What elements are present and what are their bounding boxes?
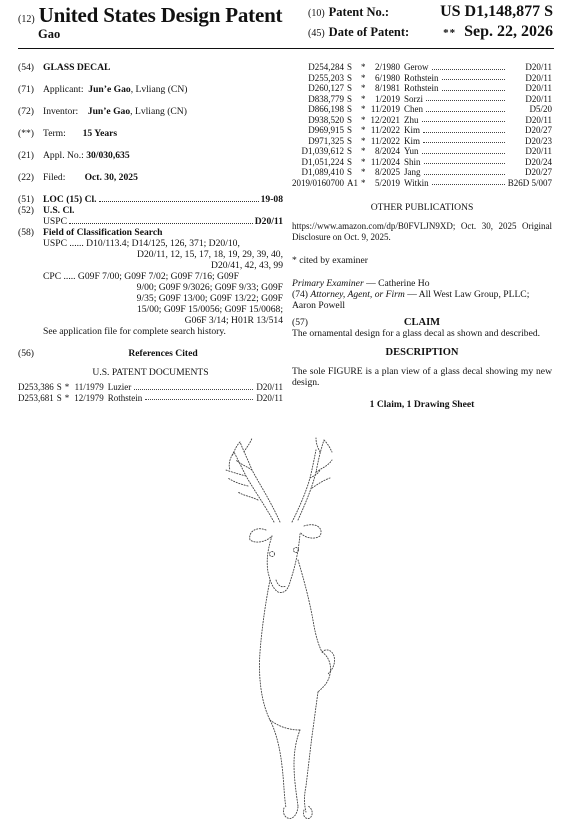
reference-name-text: Kim: [404, 135, 421, 146]
reference-kind: S: [347, 114, 353, 125]
reference-class: D20/11: [256, 392, 283, 403]
term-extension-stars: **: [443, 27, 457, 39]
reference-date: 11/1979: [74, 382, 104, 392]
reference-number: D1,039,612: [301, 146, 345, 156]
reference-number: D255,203: [308, 72, 345, 83]
reference-class: D20/11: [525, 83, 552, 93]
reference-kind: S: [56, 392, 62, 403]
design-title: GLASS DECAL: [43, 62, 111, 73]
reference-name: [404, 104, 508, 115]
leader-dots: [442, 73, 505, 81]
reference-name-text: Shin: [404, 156, 421, 167]
uspc-value: D20/11: [254, 216, 283, 227]
inid-code: (58): [18, 227, 34, 238]
claim-text: The ornamental design for a glass decal as shown and described.: [292, 328, 541, 339]
reference-cited-star: *: [361, 93, 366, 104]
reference-number: D971,325: [308, 135, 345, 146]
inid-code: (74): [292, 289, 308, 300]
reference-row: [292, 136, 552, 147]
search-uspc-line: D20/41, 42, 43, 99: [211, 260, 283, 271]
reference-name-text: Sorzi: [404, 93, 424, 104]
reference-cited-star: *: [361, 72, 366, 83]
inid-code: (51): [18, 194, 34, 205]
reference-kind: S: [347, 104, 353, 114]
reference-number: D253,386: [18, 382, 54, 392]
applicant-label: Applicant:: [43, 84, 84, 95]
reference-number: D254,284: [308, 62, 345, 72]
reference-number: 2019/0160700: [292, 177, 345, 188]
bibliographic-column: [18, 62, 283, 403]
claim-header: [292, 317, 552, 328]
reference-name-text: Chen: [404, 104, 424, 114]
reference-class: D20/11: [525, 72, 552, 83]
reference-cited-star: *: [361, 104, 366, 114]
reference-name: [404, 125, 508, 136]
reference-number: D938,520: [308, 114, 345, 125]
design-drawing-stag: [200, 430, 370, 822]
reference-date: 12/2021: [370, 114, 401, 125]
reference-cited-star: *: [361, 167, 366, 177]
stag-outline: [226, 438, 335, 819]
leader-dots: [145, 393, 253, 401]
inid-code: (52): [18, 205, 34, 216]
reference-kind: A1: [347, 177, 359, 188]
search-cpc-line: 9/00; G09F 9/3026; G09F 9/33; G09F: [136, 282, 283, 293]
reference-kind: S: [347, 93, 353, 104]
reference-date: 6/1980: [375, 72, 401, 83]
reference-class: B26D 5/007: [507, 177, 552, 188]
leader-dots: [432, 62, 505, 70]
filed-label: Filed:: [43, 172, 66, 183]
applicant-field: [18, 84, 283, 95]
reference-row: [292, 83, 552, 94]
reference-name: [404, 73, 508, 84]
reference-class: D20/24: [525, 156, 552, 167]
reference-cited-star: *: [361, 156, 366, 167]
claims-sheets-count: 1 Claim, 1 Drawing Sheet: [369, 399, 475, 410]
reference-date: 2/1980: [375, 62, 401, 72]
reference-kind: S: [347, 167, 353, 177]
loc-class-value: 19-08: [260, 194, 283, 205]
application-number: 30/030,635: [86, 150, 130, 161]
reference-name-text: Yun: [404, 146, 419, 156]
reference-cited-star: *: [361, 177, 366, 188]
reference-row: [292, 178, 552, 189]
filed-field: [18, 172, 283, 183]
search-history-note: See application file for complete search history.: [43, 326, 226, 337]
filed-date: Oct. 30, 2025: [84, 172, 138, 183]
inventor-field: [18, 106, 283, 117]
term-field: [18, 128, 283, 139]
reference-name: [404, 115, 508, 126]
reference-name: [404, 83, 508, 94]
leader-dots: [422, 115, 505, 123]
patent-number: US D1,148,877 S: [440, 3, 553, 20]
term-value: 15 Years: [82, 128, 118, 139]
reference-class: D20/11: [256, 382, 283, 392]
leader-dots: [432, 178, 505, 186]
reference-name-text: Kim: [404, 125, 421, 135]
claim-heading: CLAIM: [403, 317, 441, 328]
reference-row: [292, 104, 552, 115]
right-column: [292, 62, 552, 410]
reference-date: 8/1981: [375, 83, 401, 93]
reference-name: [404, 157, 508, 168]
field-of-search: [18, 227, 283, 337]
inid-code: (56): [18, 348, 34, 359]
reference-number: D1,051,224: [301, 156, 345, 167]
reference-class: D20/27: [525, 125, 552, 135]
reference-date: 11/2022: [370, 135, 401, 146]
patent-date-line: [308, 23, 553, 43]
leader-dots: [424, 167, 505, 175]
reference-row: [292, 146, 552, 157]
patent-number-line: [308, 3, 553, 23]
reference-row: [292, 73, 552, 84]
reference-row: [292, 167, 552, 178]
reference-date: 1/2019: [375, 93, 401, 104]
reference-name: [404, 178, 508, 189]
reference-row: [18, 393, 283, 404]
reference-name: [404, 94, 508, 105]
application-number-label: Appl. No.:: [43, 150, 84, 161]
inid-code: (**): [18, 128, 34, 139]
reference-class: D20/23: [525, 135, 552, 146]
reference-name-text: Luzier: [107, 382, 132, 392]
reference-kind: S: [347, 62, 353, 72]
search-uspc-line: USPC ...... D10/113.4; D14/125, 126, 371; D20/10,: [43, 238, 240, 249]
reference-date: 12/1979: [74, 392, 104, 403]
field-of-search-label: Field of Classification Search: [43, 227, 163, 238]
header-divider: [18, 48, 554, 49]
applicant-location: , Lvliang (CN): [130, 84, 188, 95]
reference-date: 8/2025: [375, 167, 401, 177]
search-cpc-line: CPC ..... G09F 7/00; G09F 7/02; G09F 7/16; G09F: [43, 271, 239, 282]
code-12: (12): [18, 14, 35, 25]
other-publications-heading: OTHER PUBLICATIONS: [370, 202, 474, 213]
us-patent-documents-label: U.S. PATENT DOCUMENTS: [92, 367, 209, 378]
inventor-surname: Gao: [38, 27, 61, 41]
reference-class: D20/11: [525, 146, 552, 156]
reference-number: D260,127: [308, 83, 345, 93]
leader-dots: [69, 223, 253, 224]
code-45: (45): [308, 28, 325, 39]
application-number-field: [18, 150, 283, 161]
reference-cited-star: *: [64, 392, 70, 403]
reference-class: D20/27: [525, 167, 552, 177]
reference-row: [292, 157, 552, 168]
reference-class: D20/11: [525, 114, 552, 125]
reference-row: [292, 62, 552, 73]
title-field: [18, 62, 283, 73]
reference-number: D866,198: [308, 104, 345, 114]
inid-code: (22): [18, 172, 34, 183]
primary-examiner-name: — Catherine Ho: [363, 278, 430, 289]
reference-class: D20/11: [525, 62, 552, 72]
reference-name: [108, 382, 257, 393]
leader-dots: [426, 94, 505, 102]
reference-cited-star: *: [361, 125, 366, 135]
document-type-title: United States Design Patent: [38, 3, 283, 27]
references-cited-label: References Cited: [128, 348, 198, 359]
search-uspc-line: D20/11, 12, 15, 17, 18, 19, 29, 39, 40,: [137, 249, 283, 260]
reference-kind: S: [56, 382, 62, 392]
attorney-label: Attorney, Agent, or Firm: [310, 289, 405, 300]
reference-cited-star: *: [361, 135, 366, 146]
leader-dots: [423, 125, 505, 133]
other-publications-text: https://www.amazon.com/dp/B0FVLJN9XD; Oct. 30, 2025 Original Disclosure on Oct. 9, 2025.: [292, 221, 552, 242]
reference-class: D20/11: [525, 93, 552, 104]
inid-code: (72): [18, 106, 34, 117]
uspc-label: USPC: [43, 216, 67, 227]
reference-row: [292, 94, 552, 105]
reference-name-text: Witkin: [404, 177, 429, 188]
reference-kind: S: [347, 146, 353, 156]
inventor-label: Inventor:: [43, 106, 79, 117]
reference-cited-star: *: [64, 382, 70, 392]
reference-number: D1,089,410: [301, 167, 345, 177]
reference-row: [292, 125, 552, 136]
us-class-label: U.S. Cl.: [43, 205, 75, 216]
reference-class: D5/20: [529, 104, 552, 114]
reference-cited-star: *: [361, 83, 366, 93]
loc-class-field: [18, 194, 283, 205]
date-of-patent-label: Date of Patent:: [328, 25, 410, 39]
cited-patents-table: [292, 62, 552, 188]
reference-cited-star: *: [361, 146, 366, 156]
reference-name: [404, 136, 508, 147]
reference-name-text: Rothstein: [404, 72, 439, 83]
leader-dots: [426, 104, 505, 112]
reference-date: 11/2019: [370, 104, 401, 114]
inid-code: (21): [18, 150, 34, 161]
term-label: Term:: [43, 128, 66, 139]
leader-dots: [134, 382, 253, 390]
reference-name: [108, 393, 257, 404]
leader-dots: [422, 146, 505, 154]
code-10: (10): [308, 8, 325, 19]
us-class-field: [18, 205, 283, 216]
leader-dots: [423, 136, 505, 144]
reference-name: [404, 146, 508, 157]
reference-name: [404, 62, 508, 73]
inventor-name: Jun’e Gao: [87, 106, 131, 117]
inid-code: (54): [18, 62, 34, 73]
patent-header-left: [18, 3, 282, 28]
reference-kind: S: [347, 83, 353, 93]
reference-kind: S: [347, 156, 353, 167]
inid-code: (57): [292, 317, 308, 328]
inid-code: (71): [18, 84, 34, 95]
uspc-line: [18, 216, 283, 227]
applicant-name: Jun’e Gao: [88, 84, 131, 95]
reference-name-text: Jang: [404, 167, 421, 177]
reference-name-text: Rothstein: [404, 83, 439, 93]
primary-examiner: [292, 278, 552, 289]
cited-by-examiner: * cited by examiner: [292, 255, 368, 266]
reference-kind: S: [347, 72, 353, 83]
reference-number: D838,779: [308, 93, 345, 104]
us-patent-documents-table: [18, 382, 283, 403]
description-heading: DESCRIPTION: [385, 347, 459, 358]
reference-number: D253,681: [18, 392, 54, 403]
reference-name: [404, 167, 508, 178]
primary-examiner-label: Primary Examiner: [292, 278, 364, 289]
reference-date: 8/2024: [375, 146, 401, 156]
attorney-field: [292, 289, 552, 311]
patent-header-right: [308, 3, 553, 43]
reference-date: 5/2019: [375, 177, 401, 188]
inventor-location: , Lvliang (CN): [130, 106, 187, 117]
reference-cited-star: *: [361, 114, 366, 125]
references-cited-header: [18, 348, 283, 359]
patent-number-label: Patent No.:: [328, 5, 390, 19]
date-of-patent: Sep. 22, 2026: [464, 23, 553, 40]
reference-date: 11/2022: [370, 125, 401, 135]
reference-name-text: Gerow: [404, 62, 429, 72]
search-cpc-line: 9/35; G09F 13/00; G09F 13/22; G09F: [136, 293, 283, 304]
description-text: The sole FIGURE is a plan view of a glass decal showing my new design.: [292, 366, 552, 388]
reference-name-text: Zhu: [404, 114, 419, 125]
leader-dots: [99, 201, 259, 202]
reference-kind: S: [347, 125, 353, 135]
reference-row: [18, 382, 283, 393]
reference-name-text: Rothstein: [107, 392, 143, 403]
reference-row: [292, 115, 552, 126]
reference-kind: S: [347, 135, 353, 146]
search-cpc-line: G06F 3/14; H01R 13/514: [184, 315, 283, 326]
reference-number: D969,915: [308, 125, 345, 135]
leader-dots: [424, 157, 505, 165]
reference-date: 11/2024: [370, 156, 401, 167]
attorney-name: — All West Law Group, PLLC; Aaron Powell: [292, 289, 530, 311]
search-cpc-line: 15/00; G09F 15/0056; G09F 15/0068;: [136, 304, 283, 315]
loc-class-label: LOC (15) Cl.: [43, 194, 97, 205]
leader-dots: [442, 83, 505, 91]
reference-cited-star: *: [361, 62, 366, 72]
